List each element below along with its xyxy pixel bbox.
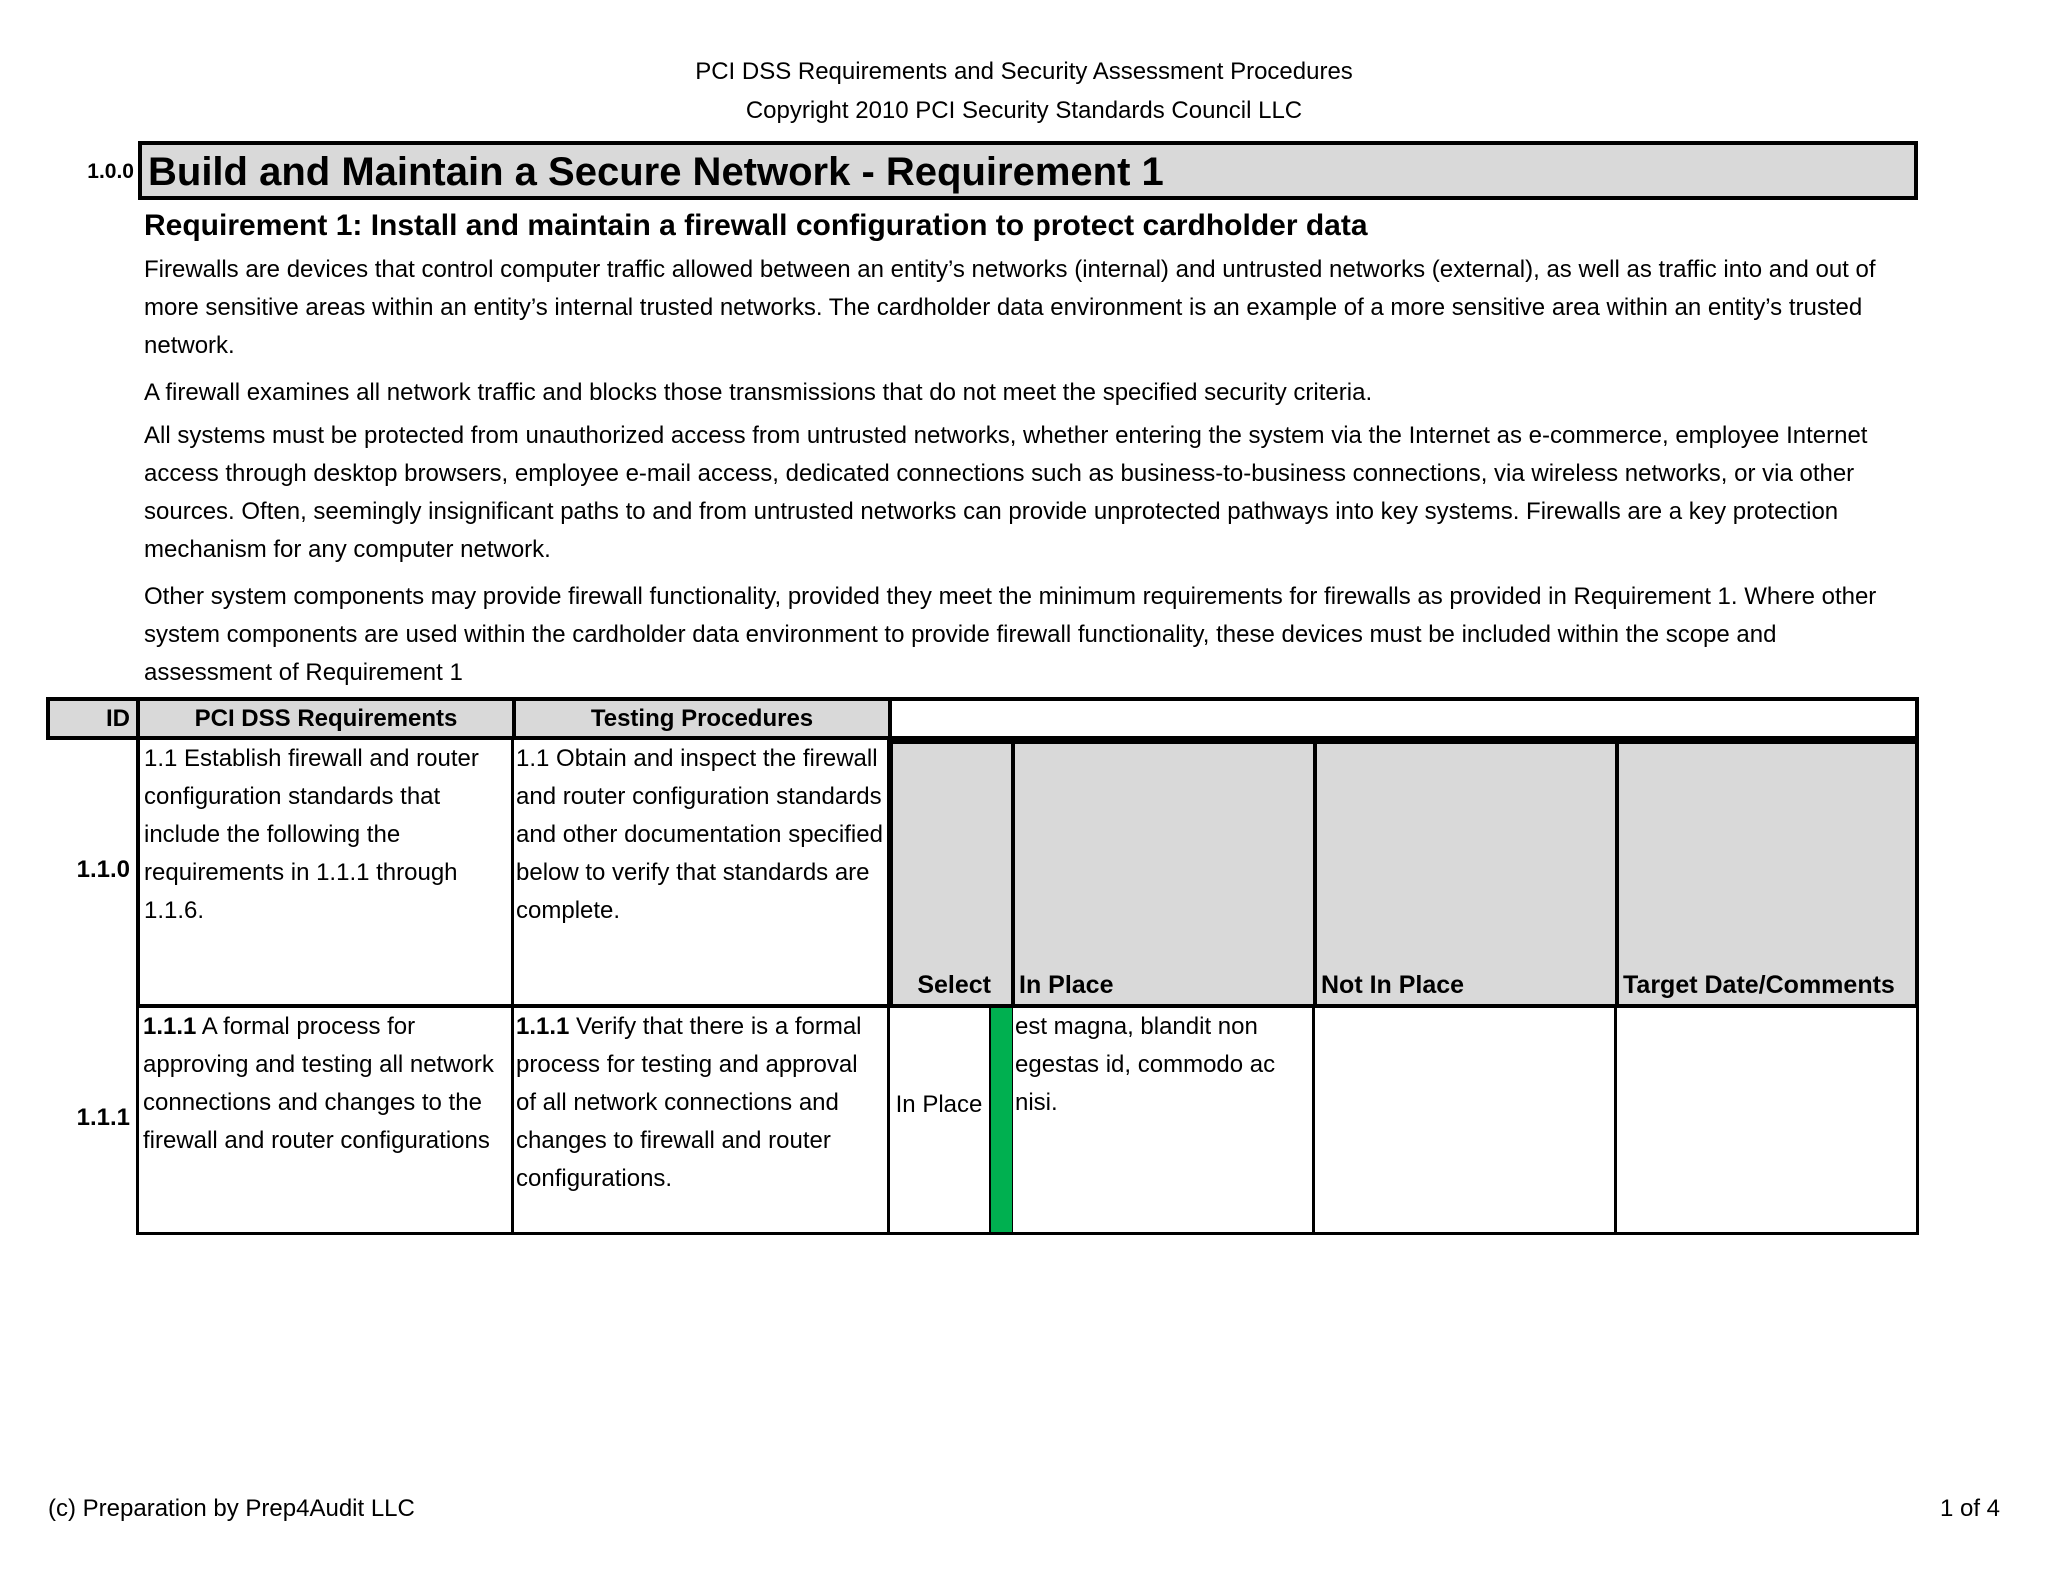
not-in-place-header-label: Not In Place [1321,971,1465,999]
select-header-label: Select [917,971,991,999]
testing-procedure-cell: 1.1 Obtain and inspect the firewall and router configuration standards and other documentation specified below to verify that standards are complete. [512,740,890,1008]
page-number: 1 of 4 [1939,1495,2000,1522]
requirement-cell: 1.1 Establish firewall and router configuration standards that include the following the requirements in 1.1.1 through 1.1.6. [136,740,514,1008]
requirement-cell [136,1008,514,1235]
requirement-paragraph: Other system components may provide firewall functionality, provided they meet the minimum requirements for firewalls as provided in Requirement 1. Where other system components are used within the cardholder data environment to provide firewall functionality, these devices must be included within the scope and assessment of Requirement 1 [144,583,1877,686]
row-id: 1.1.0 [76,856,130,883]
section-id: 1.0.0 [87,160,134,183]
requirement-paragraph: Firewalls are devices that control computer traffic allowed between an entity’s networks (internal) and untrusted networks (external), as well as traffic into and out of more sensitive areas within an entity’s internal trusted networks. The cardholder data environment is an example of a more sensitive area within an entity’s trusted network. [144,256,1876,359]
in-place-header [1011,740,1315,1008]
target-date-header [1615,740,1919,1008]
testing-number: 1.1.1 [516,1013,570,1040]
testing-procedure-cell [512,1008,890,1235]
column-header-requirements: PCI DSS Requirements [140,701,516,736]
target-date-header-label: Target Date/Comments [1623,971,1895,999]
section-title: Build and Maintain a Secure Network - Requirement 1 [138,141,1918,200]
row-id: 1.1.1 [76,1104,130,1131]
not-in-place-header [1313,740,1617,1008]
footer-credit: (c) Preparation by Prep4Audit LLC [48,1495,415,1522]
column-header-id: ID [50,701,140,736]
not-in-place-cell[interactable] [1313,1008,1617,1235]
document-header-title: PCI DSS Requirements and Security Assessment Procedures [695,58,1353,85]
testing-text: Verify that there is a formal process for testing and approval of all network connections and changes to firewall and router configurations. [516,1013,862,1192]
select-value[interactable]: In Place [895,1091,983,1118]
requirement-paragraph: A firewall examines all network traffic and blocks those transmissions that do not meet the specified security criteria. [144,379,1373,406]
in-place-comment-cell[interactable]: est magna, blandit non egestas id, commodo ac nisi. [1011,1008,1315,1235]
select-header [889,740,1013,1008]
status-indicator [989,1008,1012,1232]
requirement-text: A formal process for approving and testing all network connections and changes to the firewall and router configurations [143,1013,494,1154]
requirement-paragraph: All systems must be protected from unauthorized access from untrusted networks, whether entering the system via the Internet as e-commerce, employee Internet access through desktop browsers, employee e-mail access, dedicated connections such as business-to-business connections, via wireless networks, or via other sources. Often, seemingly insignificant paths to and from untrusted networks can provide unprotected pathways into key systems. Firewalls are a key protection mechanism for any computer network. [144,422,1868,563]
column-header-testing: Testing Procedures [516,701,892,736]
requirement-number: 1.1.1 [143,1013,197,1040]
select-cell[interactable] [889,1008,1013,1235]
requirement-title: Requirement 1: Install and maintain a firewall configuration to protect cardholder data [144,209,1368,242]
target-date-cell[interactable] [1615,1008,1919,1235]
document-header-copyright: Copyright 2010 PCI Security Standards Council LLC [745,97,1303,124]
in-place-header-label: In Place [1019,971,1114,999]
table-header-row [46,697,1919,740]
